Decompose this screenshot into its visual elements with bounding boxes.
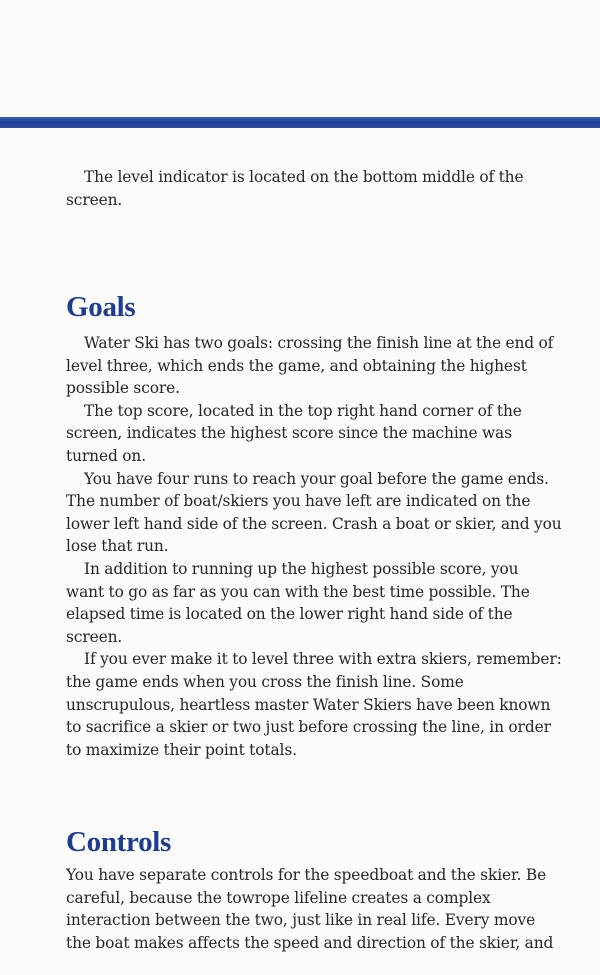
text-line: elapsed time is located on the lower right hand side of the (66, 605, 513, 624)
text-line: the boat makes affects the speed and direction of the skier, and (66, 933, 554, 952)
text-line: possible score. (66, 379, 180, 398)
text-line: Water Ski has two goals: crossing the finish line at the end of (84, 334, 554, 352)
header-rule (0, 117, 600, 128)
text-line: screen. (66, 190, 123, 209)
controls-heading: Controls (66, 826, 172, 858)
text-line: to maximize their point totals. (66, 740, 297, 759)
text-line: The number of boat/skiers you have left are indicated on the (66, 492, 531, 511)
text-line: interaction between the two, just like in real life. Every move (66, 911, 536, 930)
text-line: In addition to running up the highest possible score, you (84, 559, 519, 578)
text-line: turned on. (66, 446, 146, 465)
text-line: screen. (66, 627, 123, 646)
text-line: screen, indicates the highest score since the machine was (66, 424, 512, 443)
goals-body (66, 332, 562, 761)
text-line: to sacrifice a skier or two just before crossing the line, in order (66, 718, 551, 737)
text-line: unscrupulous, heartless master Water Skiers have been known (66, 695, 551, 714)
text-line: lose that run. (66, 537, 169, 556)
text-line: The top score, located in the top right hand corner of the (84, 401, 522, 420)
intro-paragraph (66, 166, 538, 211)
controls-body (66, 864, 554, 954)
text-line: The level indicator is located on the bottom middle of the (84, 168, 524, 186)
goals-heading: Goals (66, 291, 136, 323)
text-line: lower left hand side of the screen. Crash a boat or skier, and you (66, 514, 562, 533)
text-line: want to go as far as you can with the best time possible. The (66, 582, 530, 601)
text-line: You have four runs to reach your goal before the game ends. (84, 469, 549, 488)
text-line: the game ends when you cross the finish line. Some (66, 672, 464, 691)
text-line: careful, because the towrope lifeline creates a complex (66, 888, 491, 907)
text-line: If you ever make it to level three with extra skiers, remember: (84, 650, 562, 669)
text-line: You have separate controls for the speedboat and the skier. Be (66, 866, 547, 884)
text-line: level three, which ends the game, and obtaining the highest (66, 356, 527, 375)
